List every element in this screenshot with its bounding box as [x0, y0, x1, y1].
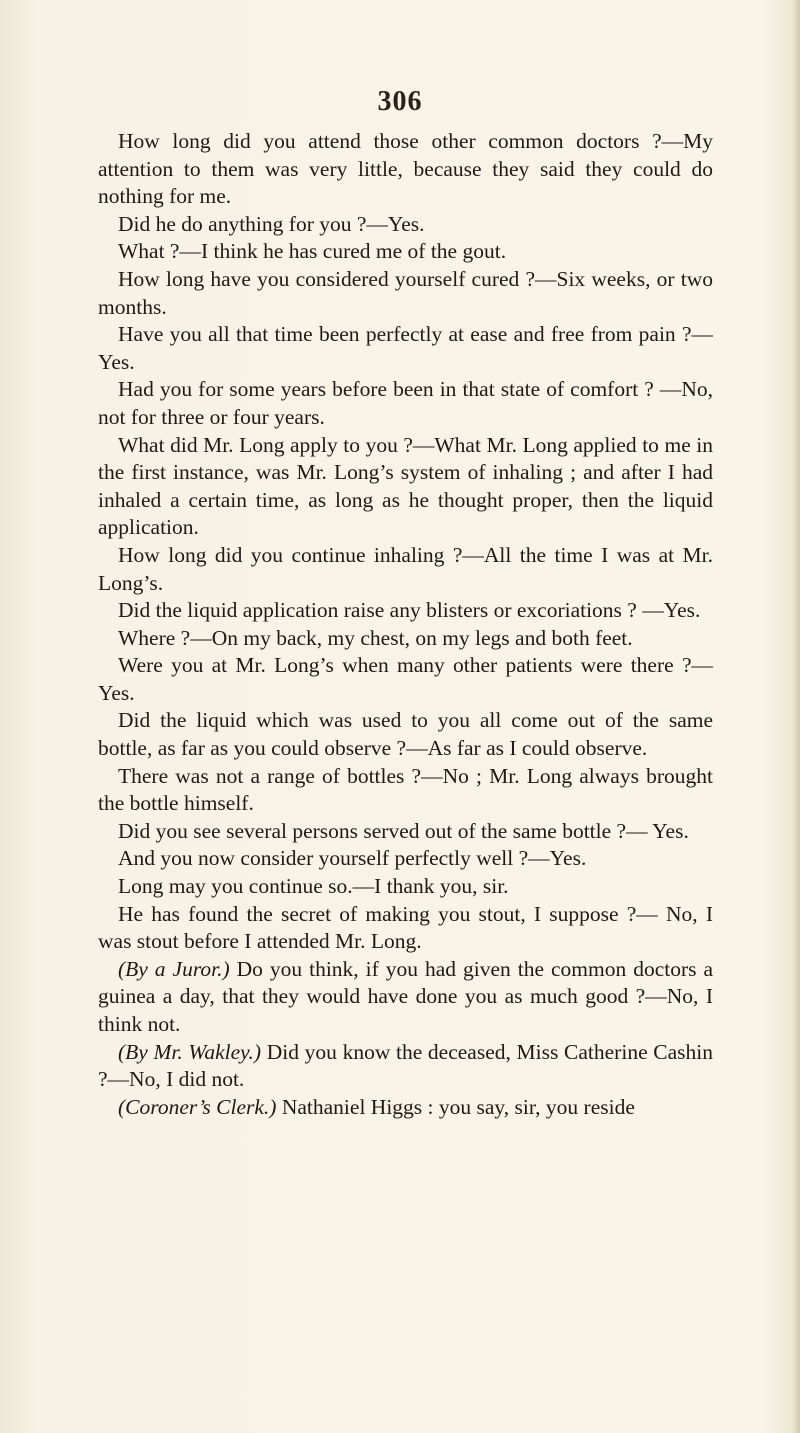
paragraph: He has found the secret of making you stout, I suppose ?— No, I was stout before I attended Mr. Long. [98, 901, 713, 954]
speaker-label: (Coroner’s Clerk.) [118, 1094, 277, 1119]
paragraph: What did Mr. Long apply to you ?—What Mr. Long applied to me in the first instance, was Mr. Long’s system of inhaling ; and after I had inhaled a certain time, as long as he thought proper, then the liquid application. [98, 432, 713, 540]
paragraph: How long did you continue inhaling ?—All the time I was at Mr. Long’s. [98, 542, 713, 595]
paragraph: Did the liquid application raise any blisters or excoriations ? —Yes. [118, 598, 701, 623]
paragraph: Were you at Mr. Long’s when many other patients were there ?—Yes. [98, 653, 713, 705]
paragraph: Long may you continue so.—I thank you, sir. [118, 874, 509, 899]
paragraph: (By Mr. Wakley.) Did you know the deceased, Miss Catherine Cashin ?—No, I did not. [98, 1039, 713, 1092]
paragraph: How long did you attend those other common doctors ?—My attention to them was very little, because they said they could do nothing for me. [98, 129, 713, 209]
speaker-label: (By Mr. Wakley.) [118, 1039, 262, 1064]
paragraph: Did he do anything for you ?—Yes. [118, 211, 425, 236]
paragraph: (Coroner’s Clerk.) Nathaniel Higgs : you say, sir, you reside [118, 1094, 635, 1119]
paragraph: (By a Juror.) Do you think, if you had given the common doctors a guinea a day, that they would have done you as much good ?—No, I think not. [98, 956, 713, 1036]
paragraph: There was not a range of bottles ?—No ; Mr. Long always brought the bottle himself. [98, 763, 713, 816]
paragraph: And you now consider yourself perfectly well ?—Yes. [118, 846, 587, 871]
paragraph: Have you all that time been perfectly at ease and free from pain ?—Yes. [98, 322, 713, 374]
paragraph: How long have you considered yourself cured ?—Six weeks, or two months. [98, 266, 713, 319]
paragraph: Did the liquid which was used to you all come out of the same bottle, as far as you could observe ?—As far as I could observe. [98, 708, 713, 761]
paragraph: Where ?—On my back, my chest, on my legs and both feet. [118, 625, 633, 650]
page-number: 306 [377, 86, 423, 117]
speaker-label: (By a Juror.) [118, 956, 230, 981]
paragraph: Did you see several persons served out of the same bottle ?— Yes. [118, 818, 689, 843]
paragraph: What ?—I think he has cured me of the gout. [118, 239, 507, 264]
testimony-text [98, 128, 713, 1121]
paragraph: Had you for some years before been in that state of comfort ? —No, not for three or four years. [98, 377, 713, 429]
page-edge-shadow [792, 0, 800, 1433]
